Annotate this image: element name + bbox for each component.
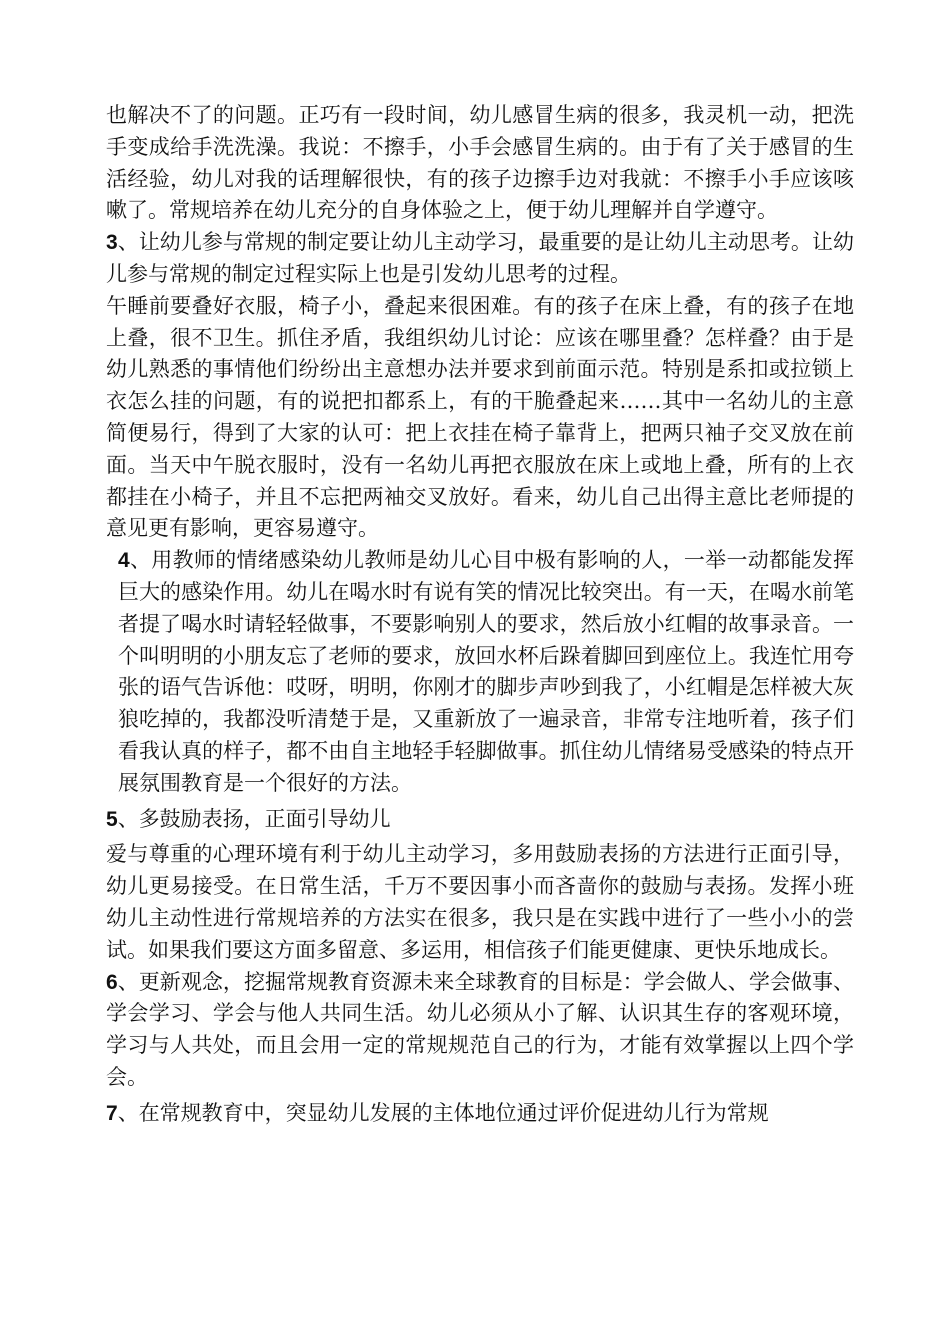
section-number: 5 bbox=[106, 807, 118, 831]
paragraph-text: 、更新观念，挖掘常规教育资源未来全球教育的目标是：学会做人、学会做事、学会学习、学会与他人共同生活。幼儿必须从小了解、认识其生存的客观环境，学习与人共处，而且会用一定的常规规范自己的行为，才能有效掌握以上四个学会。 bbox=[106, 969, 854, 1089]
paragraph-text: 、用教师的情绪感染幼儿教师是幼儿心目中极有影响的人，一举一动都能发挥巨大的感染作用。幼儿在喝水时有说有笑的情况比较突出。有一天，在喝水前笔者提了喝水时请轻轻做事，不要影响别人的要求，然后放小红帽的故事录音。一个叫明明的小朋友忘了老师的要求，放回水杯后跺着脚回到座位上。我连忙用夸张的语气告诉他：哎呀，明明，你刚才的脚步声吵到我了，小红帽是怎样被大灰狼吃掉的，我都没听清楚于是，又重新放了一遍录音，非常专注地听着，孩子们看我认真的样子，都不由自主地轻手轻脚做事。抓住幼儿情绪易受感染的特点开展氛围教育是一个很好的方法。 bbox=[118, 548, 854, 795]
paragraph-section-4 bbox=[106, 545, 854, 799]
paragraph-text: 、让幼儿参与常规的制定要让幼儿主动学习，最重要的是让幼儿主动思考。让幼儿参与常规的制定过程实际上也是引发幼儿思考的过程。 bbox=[106, 230, 854, 286]
section-number: 3 bbox=[106, 231, 118, 255]
paragraph-text: 爱与尊重的心理环境有利于幼儿主动学习，多用鼓励表扬的方法进行正面引导，幼儿更易接受。在日常生活，千万不要因事小而吝啬你的鼓励与表扬。发挥小班幼儿主动性进行常规培养的方法实在很多，我只是在实践中进行了一些小小的尝试。如果我们要这方面多留意、多运用，相信孩子们能更健康、更快乐地成长。 bbox=[106, 842, 854, 962]
paragraph-text: 也解决不了的问题。正巧有一段时间，幼儿感冒生病的很多，我灵机一动，把洗手变成给手洗洗澡。我说：不擦手，小手会感冒生病的。由于有了关于感冒的生活经验，幼儿对我的话理解很快，有的孩子边擦手边对我就：不擦手小手应该咳嗽了。常规培养在幼儿充分的自身体验之上，便于幼儿理解并自学遵守。 bbox=[106, 103, 854, 223]
paragraph-section-6 bbox=[106, 967, 854, 1094]
section-number: 7 bbox=[106, 1101, 118, 1125]
paragraph-text: 、在常规教育中，突显幼儿发展的主体地位通过评价促进幼儿行为常规 bbox=[117, 1100, 769, 1125]
paragraph-section-3 bbox=[106, 227, 854, 291]
paragraph-section-5 bbox=[106, 804, 854, 836]
paragraph-section-7 bbox=[106, 1098, 854, 1130]
paragraph-text: 午睡前要叠好衣服，椅子小，叠起来很困难。有的孩子在床上叠，有的孩子在地上叠，很不卫生。抓住矛盾，我组织幼儿讨论：应该在哪里叠？怎样叠？由于是幼儿熟悉的事情他们纷纷出主意想办法并要求到前面示范。特别是系扣或拉锁上衣怎么挂的问题，有的说把扣都系上，有的干脆叠起来……其中一名幼儿的主意简便易行，得到了大家的认可：把上衣挂在椅子靠背上，把两只袖子交叉放在前面。当天中午脱衣服时，没有一名幼儿再把衣服放在床上或地上叠，所有的上衣都挂在小椅子，并且不忘把两袖交叉放好。看来，幼儿自己出得主意比老师提的意见更有影响，更容易遵守。 bbox=[106, 293, 854, 541]
section-number: 4 bbox=[118, 549, 130, 573]
paragraph-text: 、多鼓励表扬，正面引导幼儿 bbox=[117, 806, 391, 831]
section-number: 6 bbox=[106, 970, 118, 994]
paragraph-continuation bbox=[106, 100, 854, 227]
paragraph-nap-example bbox=[106, 291, 854, 545]
document-page bbox=[106, 100, 854, 1130]
paragraph-encouragement bbox=[106, 839, 854, 966]
